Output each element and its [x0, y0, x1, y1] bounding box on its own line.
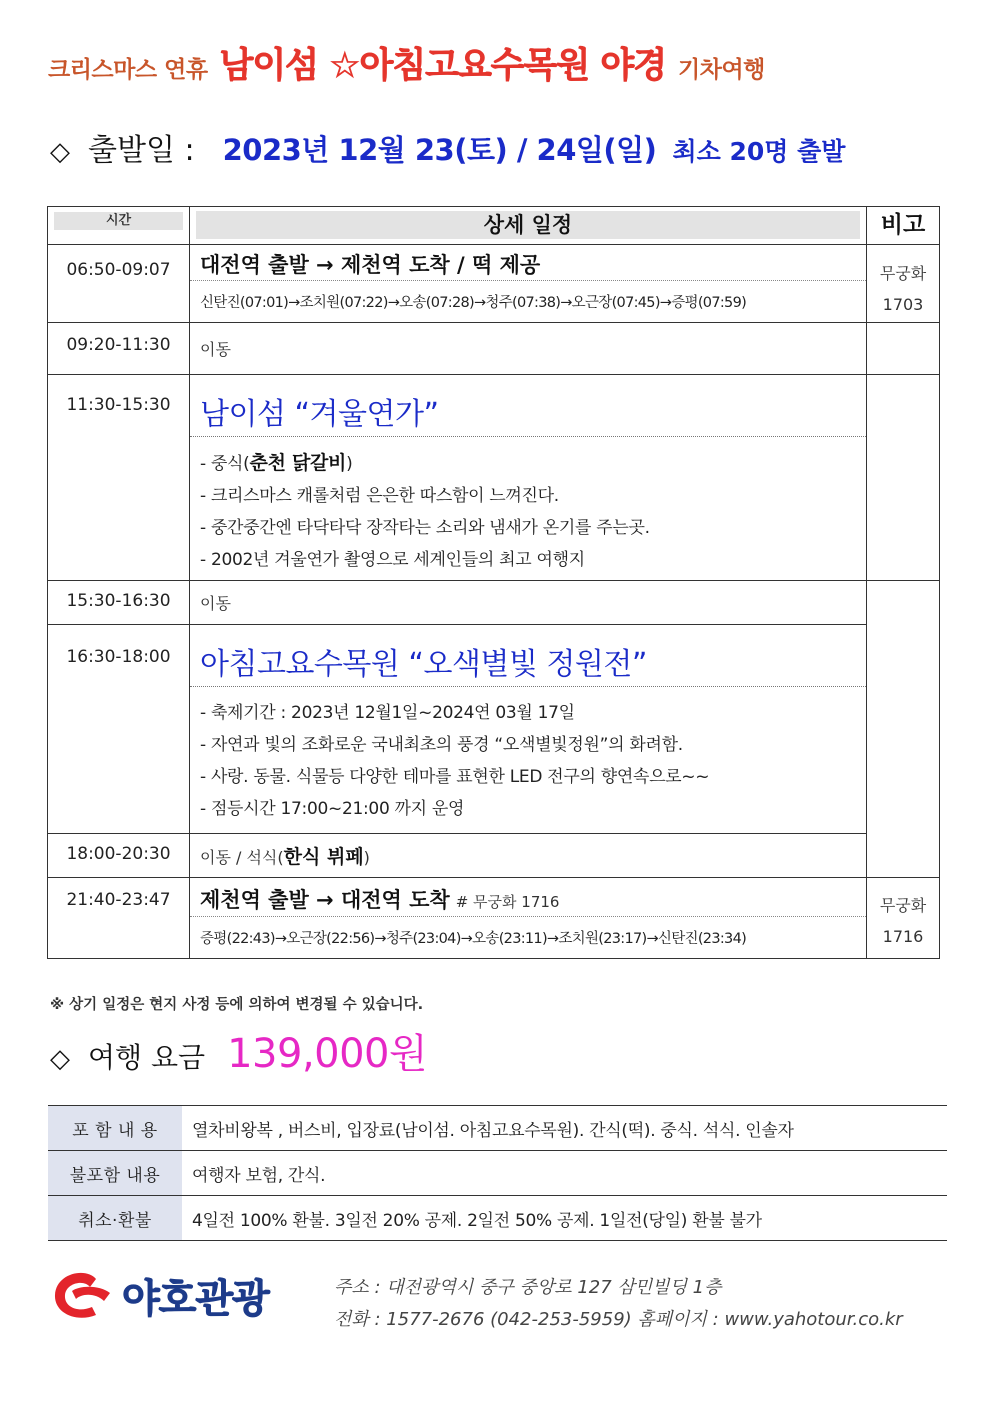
row-time: 15:30-16:30 — [48, 581, 190, 625]
lunch-menu: 춘천 닭갈비 — [249, 452, 347, 474]
row-title: 대전역 출발 → 제천역 도착 / 떡 제공 — [200, 253, 541, 277]
logo-text: 야호관광 — [122, 1277, 269, 1322]
company-address: 주소 : 대전광역시 중구 중앙로 127 삼민빌딩 1층 — [334, 1277, 722, 1298]
row-text: 이동 — [200, 340, 231, 359]
fare-label: 여행 요금 — [88, 1041, 206, 1074]
row-title — [190, 878, 866, 916]
row-text — [190, 834, 866, 877]
train-number: 1716 — [882, 927, 924, 946]
row-bullets — [190, 437, 866, 580]
train-type: 무궁화 — [879, 896, 927, 915]
row-time: 09:20-11:30 — [48, 323, 190, 375]
header-detail-label: 상세 일정 — [196, 211, 860, 239]
bullet-item: - 2002년 겨울연가 촬영으로 세계인들의 최고 여행지 — [200, 550, 585, 570]
row-stops: 신탄진(07:01)→조치원(07:22)→오송(07:28)→청주(07:38)→오근장(07:45)→증평(07:59) — [190, 280, 866, 322]
departure-dates: 2023년 12월 23(토) / 24일(일) — [222, 133, 657, 167]
diamond-icon: ◇ — [50, 137, 70, 167]
row-title: 남이섬 “겨울연가” — [190, 375, 866, 437]
row-time: 11:30-15:30 — [48, 375, 190, 581]
lunch-prefix: - 중식( — [200, 454, 250, 474]
info-value: 4일전 100% 환불. 3일전 20% 공제. 2일전 50% 공제. 1일전(당일) 환불 불가 — [182, 1196, 947, 1241]
info-key: 취소·환불 — [48, 1196, 182, 1241]
row-detail — [190, 323, 867, 375]
bullet-item: - 중간중간엔 타닥타닥 장작타는 소리와 냄새가 온기를 주는곳. — [200, 518, 650, 538]
header-detail — [190, 207, 867, 245]
bullet-item: - 사랑. 동물. 식물등 다양한 테마를 표현한 LED 전구의 향연속으로~~ — [200, 767, 710, 787]
logo-swoosh-icon — [50, 1267, 116, 1325]
departure-line — [50, 125, 845, 169]
fare-line — [50, 1022, 427, 1078]
row-note — [867, 375, 940, 581]
diamond-icon: ◇ — [50, 1044, 70, 1074]
table-row — [48, 834, 940, 878]
row-time: 16:30-18:00 — [48, 625, 190, 834]
table-row — [48, 245, 940, 323]
title-prefix: 크리스마스 연휴 — [48, 57, 208, 83]
company-contact — [334, 1272, 903, 1336]
row-note — [867, 245, 940, 323]
row-detail — [190, 245, 867, 323]
row-text: 이동 — [200, 594, 231, 613]
footer — [50, 1262, 940, 1352]
page-title — [48, 38, 948, 88]
info-row — [48, 1151, 947, 1196]
table-row — [48, 581, 940, 625]
info-value: 열차비왕복 , 버스비, 입장료(남이섬. 아침고요수목원). 간식(떡). 중식. 석식. 인솔자 — [182, 1106, 947, 1151]
departure-minimum: 최소 20명 출발 — [672, 137, 846, 166]
row-time: 21:40-23:47 — [48, 878, 190, 959]
schedule-header-row — [48, 207, 940, 245]
train-tag: # 무궁화 1716 — [455, 893, 560, 911]
table-row — [48, 878, 940, 959]
row-bullets — [190, 687, 866, 833]
bullet-item: - 점등시간 17:00~21:00 까지 운영 — [200, 799, 465, 819]
train-number: 1703 — [882, 295, 924, 314]
header-time — [48, 207, 190, 245]
row-stops: 증평(22:43)→오근장(22:56)→청주(23:04)→오송(23:11)→조치원(23:17)→신탄진(23:34) — [190, 916, 866, 958]
info-row — [48, 1106, 947, 1151]
title-suffix: 기차여행 — [678, 57, 765, 83]
bullet-item: - 크리스마스 캐롤처럼 은은한 따스함이 느껴진다. — [200, 486, 559, 506]
header-note: 비고 — [867, 207, 940, 245]
dinner-suffix: ) — [363, 848, 370, 867]
bullet-lunch — [200, 447, 856, 480]
row-detail — [190, 581, 867, 625]
info-row — [48, 1196, 947, 1241]
row-time: 18:00-20:30 — [48, 834, 190, 878]
train-type: 무궁화 — [879, 264, 927, 283]
info-key: 포 함 내 용 — [48, 1106, 182, 1151]
row-note — [867, 323, 940, 375]
row-note — [867, 878, 940, 959]
row-time: 06:50-09:07 — [48, 245, 190, 323]
disclaimer: ※ 상기 일정은 현지 사정 등에 의하여 변경될 수 있습니다. — [50, 997, 424, 1013]
row-title-text: 제천역 출발 → 대전역 도착 — [200, 888, 450, 912]
dinner-menu: 한식 뷔페 — [283, 846, 364, 868]
row-detail — [190, 375, 867, 581]
row-detail — [190, 878, 867, 959]
info-table — [48, 1105, 947, 1241]
table-row — [48, 323, 940, 375]
header-time-label: 시간 — [54, 212, 183, 230]
dinner-prefix: 이동 / 석식( — [200, 848, 284, 867]
row-note — [867, 581, 940, 878]
table-row — [48, 625, 940, 834]
row-title: 아침고요수목원 “오색별빛 정원전” — [190, 625, 866, 687]
info-key: 불포함 내용 — [48, 1151, 182, 1196]
bullet-item: - 자연과 빛의 조화로운 국내최초의 풍경 “오색별빛정원”의 화려함. — [200, 735, 683, 755]
title-main: 남이섬 ☆아침고요수목원 야경 — [219, 46, 667, 86]
row-detail — [190, 625, 867, 834]
lunch-suffix: ) — [346, 454, 353, 474]
bullet-item: - 축제기간 : 2023년 12월1일~2024연 03월 17일 — [200, 703, 575, 723]
logo-mark-icon — [50, 1267, 116, 1325]
fare-value: 139,000원 — [227, 1031, 428, 1077]
row-detail — [190, 834, 867, 878]
schedule-table — [47, 206, 940, 959]
departure-label: 출발일 : — [88, 133, 195, 168]
company-phone-web: 전화 : 1577-2676 (042-253-5959) 홈페이지 : www.yahotour.co.kr — [334, 1309, 903, 1330]
info-value: 여행자 보험, 간식. — [182, 1151, 947, 1196]
company-logo — [50, 1266, 330, 1326]
table-row — [48, 375, 940, 581]
